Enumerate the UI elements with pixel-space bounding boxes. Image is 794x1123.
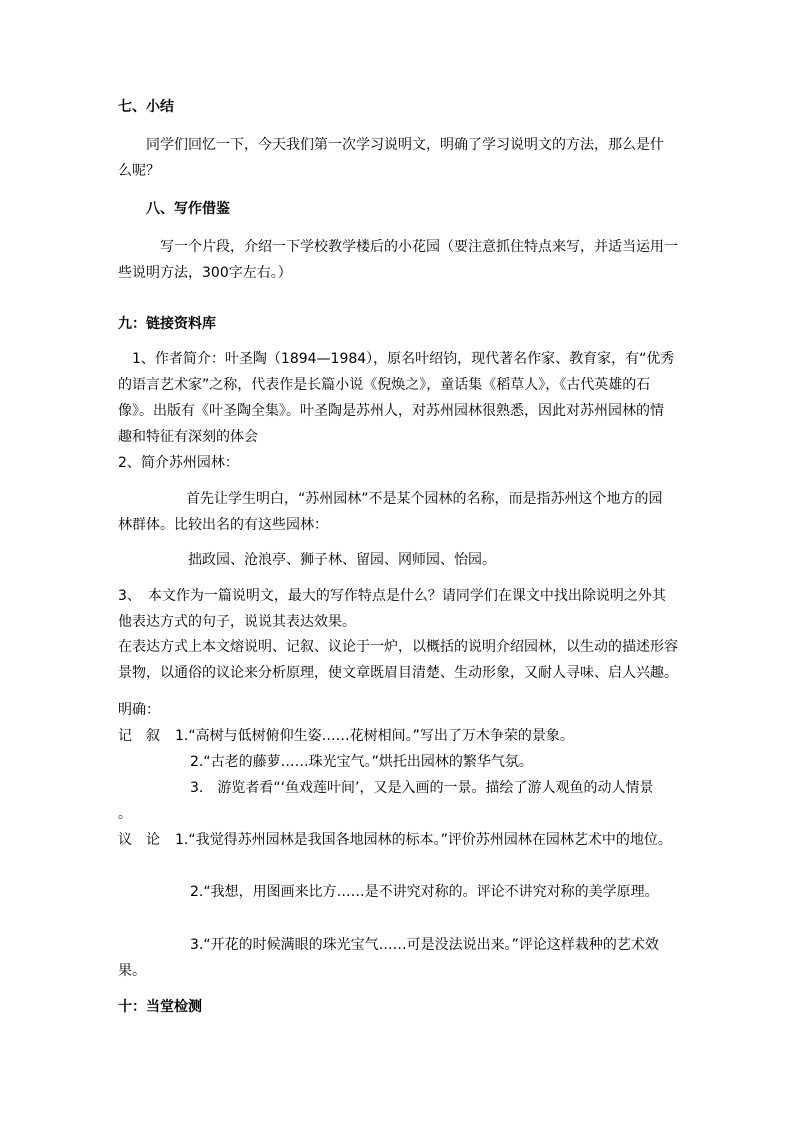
summary-line-2: 么呢？ [118,163,160,179]
section-heading-resources: 九：链接资料库 [118,316,216,332]
argument-item-2: 2.“我想，用图画来比方……是不讲究对称的。评论不讲究对称的美学原理。 [190,884,659,900]
answer-line-1: 在表达方式上本文熔说明、记叙、议论于一炉，以概括的说明介绍园林，以生动的描述形容 [118,639,678,655]
argument-item-3-cont: 果。 [118,963,146,979]
author-intro-line-3: 像》。出版有《叶圣陶全集》。叶圣陶是苏州人，对苏州园林很熟悉，因此对苏州园林的情 [118,403,664,419]
question-line-2: 他表达方式的句子，说说其表达效果。 [118,614,356,630]
writing-line-1: 写一个片段，介绍一下学校教学楼后的小花园（要注意抓住特点来写，并适当运用一 [160,239,678,255]
author-intro-line-1: 1、作者简介：叶圣陶（1894—1984），原名叶绍钧，现代著名作家、教育家，有“优秀 [132,351,675,367]
narrative-label: 记 叙 [118,728,160,744]
narrative-item-2: 2.“古老的藤萝……珠光宝气。”烘托出园林的繁华气氛。 [190,754,533,770]
narrative-item-3: 3. 游览者看“‘鱼戏莲叶间’，又是入画的一景。描绘了游人观鱼的动人情景 [190,780,654,796]
author-intro-line-2: 的语言艺术家”之称，代表作是长篇小说《倪焕之》，童话集《稻草人》，《古代英雄的石 [118,377,651,393]
summary-line-1: 同学们回忆一下，今天我们第一次学习说明文，明确了学习说明文的方法，那么是什 [146,137,664,153]
question-line-1: 3、 本文作为一篇说明文，最大的写作特点是什么？请同学们在课文中找出除说明之外其 [118,588,666,604]
section-heading-summary: 七、小结 [118,99,174,115]
author-intro-line-4: 趣和特征有深刻的体会 [118,429,258,445]
gardens-line-2: 林群体。比较出名的有这些园林： [118,517,328,533]
argument-label: 议 论 [118,832,160,848]
answer-line-2: 景物，以通俗的议论来分析原理，使文章既眉目清楚、生动形象，又耐人寻味、启人兴趣。 [118,665,678,681]
argument-item-3: 3.“开花的时候满眼的珠光宝气……可是没法说出来。”评论这样栽种的艺术效 [190,937,659,953]
narrative-item-1: 1.“高树与低树俯仰生姿……花树相间。”写出了万木争荣的景象。 [175,728,574,744]
section-heading-test: 十：当堂检测 [118,999,202,1015]
argument-item-1: 1.“我觉得苏州园林是我国各地园林的标本。”评价苏州园林在园林艺术中的地位。 [175,832,672,848]
gardens-list: 拙政园、沧浪亭、狮子林、留园、网师园、怡园。 [188,552,496,568]
clarify-label: 明确： [118,702,160,718]
gardens-heading: 2、简介苏州园林： [118,455,239,471]
gardens-line-1: 首先让学生明白，“苏州园林”不是某个园林的名称，而是指苏州这个地方的园 [186,491,663,507]
writing-line-2: 些说明方法，300字左右。） [118,265,292,281]
section-heading-writing: 八、写作借鉴 [146,201,230,217]
narrative-item-3-cont: 。 [118,806,132,822]
